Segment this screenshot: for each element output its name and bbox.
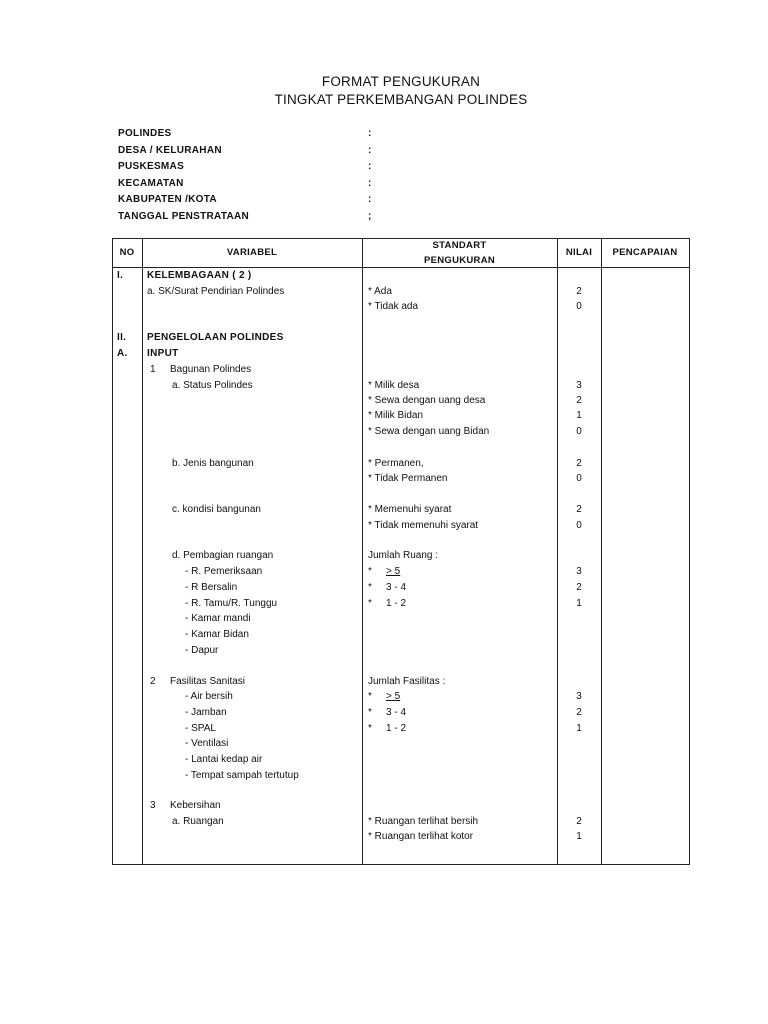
header-field-separator: : (368, 178, 372, 189)
standard-bullet: * (368, 598, 372, 609)
variable-label: - Kamar mandi (185, 613, 251, 624)
variable-label: a. SK/Surat Pendirian Polindes (147, 286, 285, 297)
document-title: FORMAT PENGUKURAN (321, 74, 481, 89)
variable-label: d. Pembagian ruangan (172, 550, 274, 561)
item-number: 2 (150, 676, 156, 687)
standard-criterion: 3 - 4 (386, 582, 407, 593)
score-value: 2 (576, 458, 582, 469)
score-value: 0 (576, 520, 582, 531)
score-value: 1 (576, 723, 582, 734)
variable-label: b. Jenis bangunan (172, 458, 254, 469)
row-number: A. (117, 348, 128, 359)
variable-label: INPUT (147, 348, 179, 359)
column-header-variabel: VARIABEL (226, 247, 278, 258)
standard-criterion: * Sewa dengan uang desa (368, 395, 486, 406)
variable-label: Kebersihan (170, 800, 221, 811)
score-value: 0 (576, 301, 582, 312)
standard-criterion: > 5 (386, 566, 401, 577)
standard-criterion: * Permanen, (368, 458, 424, 469)
header-field-label: DESA / KELURAHAN (118, 145, 222, 156)
column-header-pencapaian: PENCAPAIAN (612, 247, 678, 258)
standard-criterion: * Ada (368, 286, 392, 297)
standard-criterion: * Milik Bidan (368, 410, 424, 421)
score-value: 2 (576, 395, 582, 406)
standard-criterion: * Ruangan terlihat kotor (368, 831, 474, 842)
score-value: 0 (576, 426, 582, 437)
header-field-separator: : (368, 161, 372, 172)
item-number: 3 (150, 800, 156, 811)
variable-label: KELEMBAGAAN ( 2 ) (147, 270, 252, 281)
header-field-label: KECAMATAN (118, 178, 184, 189)
score-value: 1 (576, 598, 582, 609)
header-field-separator: ; (368, 211, 372, 222)
score-value: 3 (576, 380, 582, 391)
score-value: 2 (576, 286, 582, 297)
standard-bullet: * (368, 691, 372, 702)
item-number: 1 (150, 364, 156, 375)
header-field-label: KABUPATEN /KOTA (118, 194, 217, 205)
variable-label: a. Ruangan (172, 816, 224, 827)
header-field-label: POLINDES (118, 128, 172, 139)
standard-criterion: Jumlah Ruang : (368, 550, 439, 561)
variable-label: - Air bersih (185, 691, 233, 702)
header-field-separator: : (368, 194, 372, 205)
header-field-label: PUSKESMAS (118, 161, 185, 172)
score-value: 3 (576, 566, 582, 577)
variable-label: - R. Tamu/R. Tunggu (185, 598, 278, 609)
variable-label: Bagunan Polindes (170, 364, 252, 375)
variable-label: - Jamban (185, 707, 227, 718)
variable-label: - SPAL (185, 723, 216, 734)
header-field-label: TANGGAL PENSTRATAAN (118, 211, 250, 222)
variable-label: - R Bersalin (185, 582, 238, 593)
standard-bullet: * (368, 723, 372, 734)
column-header-pengukuran: PENGUKURAN (423, 255, 496, 266)
standard-criterion: 3 - 4 (386, 707, 407, 718)
score-value: 2 (576, 816, 582, 827)
header-field-separator: : (368, 145, 372, 156)
standard-criterion: > 5 (386, 691, 401, 702)
standard-criterion: * Milik desa (368, 380, 420, 391)
score-value: 2 (576, 707, 582, 718)
standard-criterion: Jumlah Fasilitas : (368, 676, 446, 687)
standard-criterion: * Tidak Permanen (368, 473, 448, 484)
variable-label: a. Status Polindes (172, 380, 253, 391)
standard-criterion: * Tidak memenuhi syarat (368, 520, 479, 531)
score-value: 3 (576, 691, 582, 702)
standard-criterion: * Memenuhi syarat (368, 504, 452, 515)
column-header-standart: STANDART (432, 240, 487, 251)
variable-label: - R. Pemeriksaan (185, 566, 263, 577)
document-subtitle: TINGKAT PERKEMBANGAN POLINDES (274, 92, 528, 107)
variable-label: c. kondisi bangunan (172, 504, 261, 515)
column-header-no: NO (119, 247, 135, 258)
column-header-nilai: NILAI (565, 247, 593, 258)
score-value: 1 (576, 410, 582, 421)
standard-criterion: * Sewa dengan uang Bidan (368, 426, 490, 437)
variable-label: PENGELOLAAN POLINDES (147, 332, 284, 343)
score-value: 0 (576, 473, 582, 484)
row-number: II. (117, 332, 127, 343)
standard-criterion: 1 - 2 (386, 723, 407, 734)
variable-label: - Lantai kedap air (185, 754, 263, 765)
variable-label: - Tempat sampah tertutup (185, 770, 299, 781)
row-number: I. (117, 270, 124, 281)
variable-label: - Kamar Bidan (185, 629, 249, 640)
variable-label: - Ventilasi (185, 738, 229, 749)
score-value: 1 (576, 831, 582, 842)
score-value: 2 (576, 582, 582, 593)
header-field-separator: : (368, 128, 372, 139)
standard-criterion: * Ruangan terlihat bersih (368, 816, 479, 827)
score-value: 2 (576, 504, 582, 515)
standard-criterion: * Tidak ada (368, 301, 419, 312)
standard-bullet: * (368, 707, 372, 718)
variable-label: Fasilitas Sanitasi (170, 676, 246, 687)
variable-label: - Dapur (185, 645, 219, 656)
standard-bullet: * (368, 582, 372, 593)
standard-criterion: 1 - 2 (386, 598, 407, 609)
standard-bullet: * (368, 566, 372, 577)
